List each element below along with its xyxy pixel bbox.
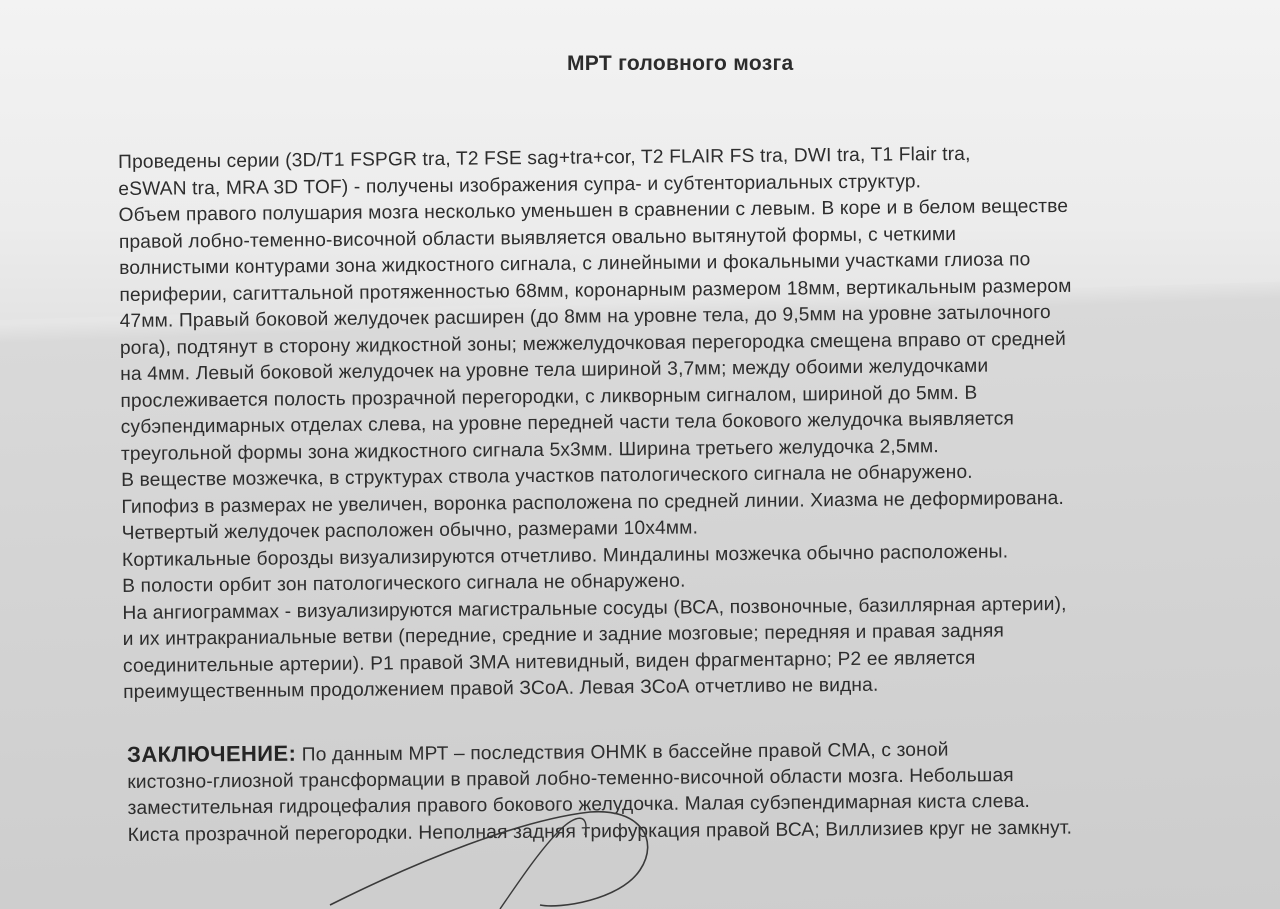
conclusion-line: Киста прозрачной перегородки. Неполная задняя трифуркация правой ВСА; Виллизиев круг не замкнут.	[127, 817, 1073, 846]
signature-stroke	[500, 818, 586, 909]
findings-line: и их интракраниальные ветви (передние, средние и задние мозговые; передняя и правая задняя	[122, 620, 1005, 650]
signature-stroke	[330, 812, 648, 906]
findings-line: На ангиограммах - визуализируются магистральные сосуды (ВСА, позвоночные, базиллярная артерии),	[122, 593, 1067, 624]
findings-line: прослеживается полость прозрачной перегородки, с ликворным сигналом, шириной до 5мм. В	[120, 382, 978, 412]
findings-line: волнистыми контурами зона жидкостного сигнала, с линейными и фокальными участками глиоза по	[119, 249, 1031, 279]
findings-line: субэпендимарных отделах слева, на уровне передней части тела бокового желудочка выявляется	[120, 408, 1015, 438]
conclusion-text: По данным МРТ – последствия ОНМК в бассейне правой СМА, с зоной	[301, 739, 949, 766]
findings-line: Четвертый желудочек расположен обычно, размерами 10х4мм.	[121, 517, 699, 544]
findings-line: соединительные артерии). Р1 правой ЗМА нитевидный, виден фрагментарно; Р2 ее является	[122, 647, 976, 677]
findings-line: Объем правого полушария мозга несколько уменьшен в сравнении с левым. В коре и в белом веществе	[118, 195, 1069, 226]
findings-line: треугольной формы зона жидкостного сигнала 5х3мм. Ширина третьего желудочка 2,5мм.	[120, 435, 939, 465]
conclusion-label: ЗАКЛЮЧЕНИЕ:	[127, 740, 297, 767]
findings-line: Проведены серии (3D/T1 FSPGR tra, T2 FSE sag+tra+cor, T2 FLAIR FS tra, DWI tra, T1 Flair tra,	[118, 143, 971, 173]
page-title: МРТ головного мозга	[567, 52, 794, 75]
conclusion-line: заместительная гидроцефалия правого бокового желудочка. Малая субэпендимарная киста слева.	[127, 791, 1031, 820]
findings-line: В веществе мозжечка, в структурах ствола участков патологического сигнала не обнаружено.	[121, 461, 973, 491]
findings-line: рога), подтянут в сторону жидкостной зоны; межжелудочковая перегородка смещена вправо от средней	[119, 328, 1067, 359]
findings-line: eSWAN tra, MRA 3D TOF) - получены изображения супра- и субтенториальных структур.	[118, 170, 922, 200]
findings-line: Кортикальные борозды визуализируются отчетливо. Миндалины мозжечка обычно расположены.	[121, 540, 1009, 571]
findings-line: 47мм. Правый боковой желудочек расширен (до 8мм на уровне тела, до 9,5мм на уровне затылочного	[119, 302, 1051, 332]
findings-line: Гипофиз в размерах не увеличен, воронка расположена по средней линии. Хиазма не деформирована.	[121, 487, 1064, 518]
findings-line: на 4мм. Левый боковой желудочек на уровне тела шириной 3,7мм; между обоими желудочками	[120, 355, 989, 385]
conclusion-line: кистозно-глиозной трансформации в правой лобно-теменно-височной области мозга. Небольшая	[127, 765, 1014, 794]
findings-line: периферии, сагиттальной протяженностью 68мм, коронарным размером 18мм, вертикальным размером	[119, 275, 1072, 306]
findings-line: В полости орбит зон патологического сигнала не обнаружено.	[122, 570, 686, 597]
findings-line: преимущественным продолжением правой ЗСоА. Левая ЗСоА отчетливо не видна.	[123, 674, 879, 703]
findings-line: правой лобно-теменно-височной области выявляется овально вытянутой формы, с четкими	[118, 223, 957, 253]
